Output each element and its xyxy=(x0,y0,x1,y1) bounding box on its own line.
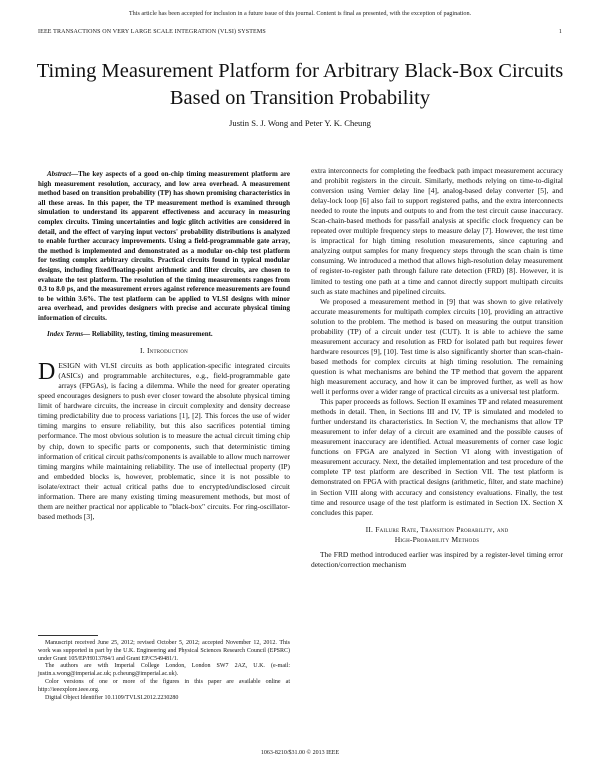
index-terms xyxy=(38,330,290,340)
footnote-manuscript: Manuscript received June 25, 2012; revised October 5, 2012; accepted November 12, 2012. This work was supported in part by the U.K. Engineering and Physical Sciences Research Council (EPSRC) under Grant 105/EP/H013784/1 and Grant EP/C549481/1. xyxy=(38,640,290,662)
section-number: II. xyxy=(365,524,374,534)
paper-authors: Justin S. J. Wong and Peter Y. K. Cheung xyxy=(229,118,371,128)
intro-paragraph xyxy=(38,361,290,522)
footnote-color: Color versions of one or more of the figures in this paper are available online at http://ieeexplore.ieee.org. xyxy=(38,678,290,693)
abstract-label: Abstract— xyxy=(47,170,79,178)
intro-text: ESIGN with VLSI circuits as both application-specific integrated circuits (ASICs) and programmable architectures, e.g., field-programmable gate arrays (FPGAs), is facing a dilemma. While the need for greater operating speed encourages designers to push ever closer toward the absolute physical timing limit of hardware circuits, the increase in circuit complexity and density decrease timing predictability due to process variations [1], [2]. This forces the use of wider timing margins to ensure reliability, but this also sacrifices potential timing performance. The most obvious solution is to measure the actual circuit timing chip by chip, down to specific parts or components, such that deterministic timing information of critical circuit paths/components is available to allow much narrower timing margins while maintaining reliability. The use of intellectual property (IP) and embedded blocks is, however, problematic, since it is not possible to isolate/extract their actual critical paths due to encrypted/undisclosed circuit information. There are many existing timing measurement methods, but most of them are neither practical nor applicable to "black-box" circuits. For ring-oscillator-based methods [3], xyxy=(38,361,290,521)
section-number: I. xyxy=(140,346,145,356)
left-column xyxy=(38,170,290,522)
section-title: Introduction xyxy=(146,346,188,356)
section-heading-2 xyxy=(311,525,563,545)
footnote-divider xyxy=(38,635,98,636)
acceptance-banner: This article has been accepted for inclusion in a future issue of this journal. Content is final as presented, with the exception of pagination. xyxy=(128,10,472,17)
index-terms-label: Index Terms— xyxy=(47,329,91,338)
footnote-affiliation: The authors are with Imperial College London, London SW7 2AZ, U.K. (e-mail: justin.s.wong@imperial.ac.uk; p.cheung@imperial.ac.uk). xyxy=(38,663,290,678)
footnote-doi: Digital Object Identifier 10.1109/TVLSI.2012.2230280 xyxy=(45,694,179,701)
section-title-line1: Failure Rate, Transition Probability, and xyxy=(375,524,509,534)
section-title-line2: High-Probability Methods xyxy=(394,534,480,544)
copyright-line: 1063-8210/$31.00 © 2013 IEEE xyxy=(260,750,340,756)
section-heading-introduction xyxy=(38,346,290,356)
paragraph-4: The FRD method introduced earlier was inspired by a register-level timing error detection/correction mechanism xyxy=(311,549,563,569)
footnotes xyxy=(38,640,290,702)
paper-title: Timing Measurement Platform for Arbitrary Black-Box Circuits Based on Transition Probability xyxy=(36,60,564,109)
drop-cap: D xyxy=(38,359,56,386)
paragraph-1: extra interconnects for completing the feedback path impact measurement accuracy and prohibit registers in the circuit. Similarly, methods relying on time-to-digital conversion using Vernier delay line [4], analog-based delay converter [5], and delay-lock loop [6] also fail to support registered paths, and the extra interconnects needed to route the inputs and outputs to and from the test circuit cause inaccuracy. Scan-chain-based methods for pass/fail analysis at specific clock frequency can be repeated over multiple frequency steps to measure delay [7]. However, the test time is impractical for high timing resolution measurements, since capturing and analyzing output samples for many frequency steps through the scan chain is time consuming. We introduced a method that allows high-resolution delay measurement of register-to-register path through failure rate detection (FRD) [8]. However, it is limited to testing one path at a time and cannot directly support multipath circuits such as state machines and pipelined circuits. xyxy=(311,166,563,296)
paragraph-3: This paper proceeds as follows. Section II examines TP and related measurement methods in detail. Then, in Sections III and IV, TP is simulated and modeled to further understand its characteristics. In Section V, the mechanisms that allow TP measurement to infer delay of a circuit are examined and the possible causes of measurement inaccuracy are identified. Actual measurements of corner case logic functions on FPGA are analyzed in Section VI along with investigation of measurement accuracy. Next, the detailed implementation and test procedure of the complete TP test platform are described in Section VII. The test platform is demonstrated on FPGA with practical designs (arithmetic, filter, and state machine) in Section VIII along with accuracy and consistency evaluations. Finally, the test time and resource usage of the test platform is estimated in Section IX. Section X concludes this paper. xyxy=(311,397,563,517)
index-terms-text: Reliability, testing, timing measurement. xyxy=(91,329,213,338)
abstract xyxy=(38,170,290,324)
paragraph-2: We proposed a measurement method in [9] that was shown to give relatively accurate measurements for multipath complex circuits [10], providing an attractive solution to the problem. The method is based on measuring the output transition probability (TP) of a circuit under test (CUT). It is able to achieve the same measurement accuracy and resolution as FRD for isolated path but requires fewer hardware resources [9], [10]. Test time is also significantly shorter than scan-chain-based methods for complex circuits at high timing resolution. The remaining question is what mechanisms are behind the TP method that govern the apparent high measurement accuracy, and how it can be improved further, as well as how well it performs over a wider range of practical circuits as a universal test platform. xyxy=(311,296,563,397)
page-number: 1 xyxy=(558,29,562,35)
right-column xyxy=(311,166,563,570)
journal-name: IEEE TRANSACTIONS ON VERY LARGE SCALE INTEGRATION (VLSI) SYSTEMS xyxy=(38,29,266,35)
running-header xyxy=(38,29,562,35)
abstract-text: The key aspects of a good on-chip timing measurement platform are high measurement resolution, accuracy, and low area overhead. A measurement method based on transition probability (TP) has shown promising characteristics in all these areas. In this paper, the TP measurement method is examined through simulation to understand its apparent effectiveness and accuracy in measuring complex circuits. Timing uncertainties and logic glitch activities are considered in detail, and the effect of varying input vectors' probability distributions is analyzed to enable further accuracy improvements. Using a field-programmable gate array, the method is implemented and demonstrated as a modular on-chip test platform for testing complex arbitrary circuits. Practical circuits found in typical modular designs, including fixed/floating-point arithmetic and filter circuits, are chosen to evaluate the test platform. The resolution of the timing measurements ranges from 0.3 to 8.0 ps, and the measurement errors against reference measurements are found to be within 3.6%. The test platform can be applied to VLSI designs with minor area overhead, and provides designers with precise and accurate physical timing information of circuits. xyxy=(38,170,290,322)
